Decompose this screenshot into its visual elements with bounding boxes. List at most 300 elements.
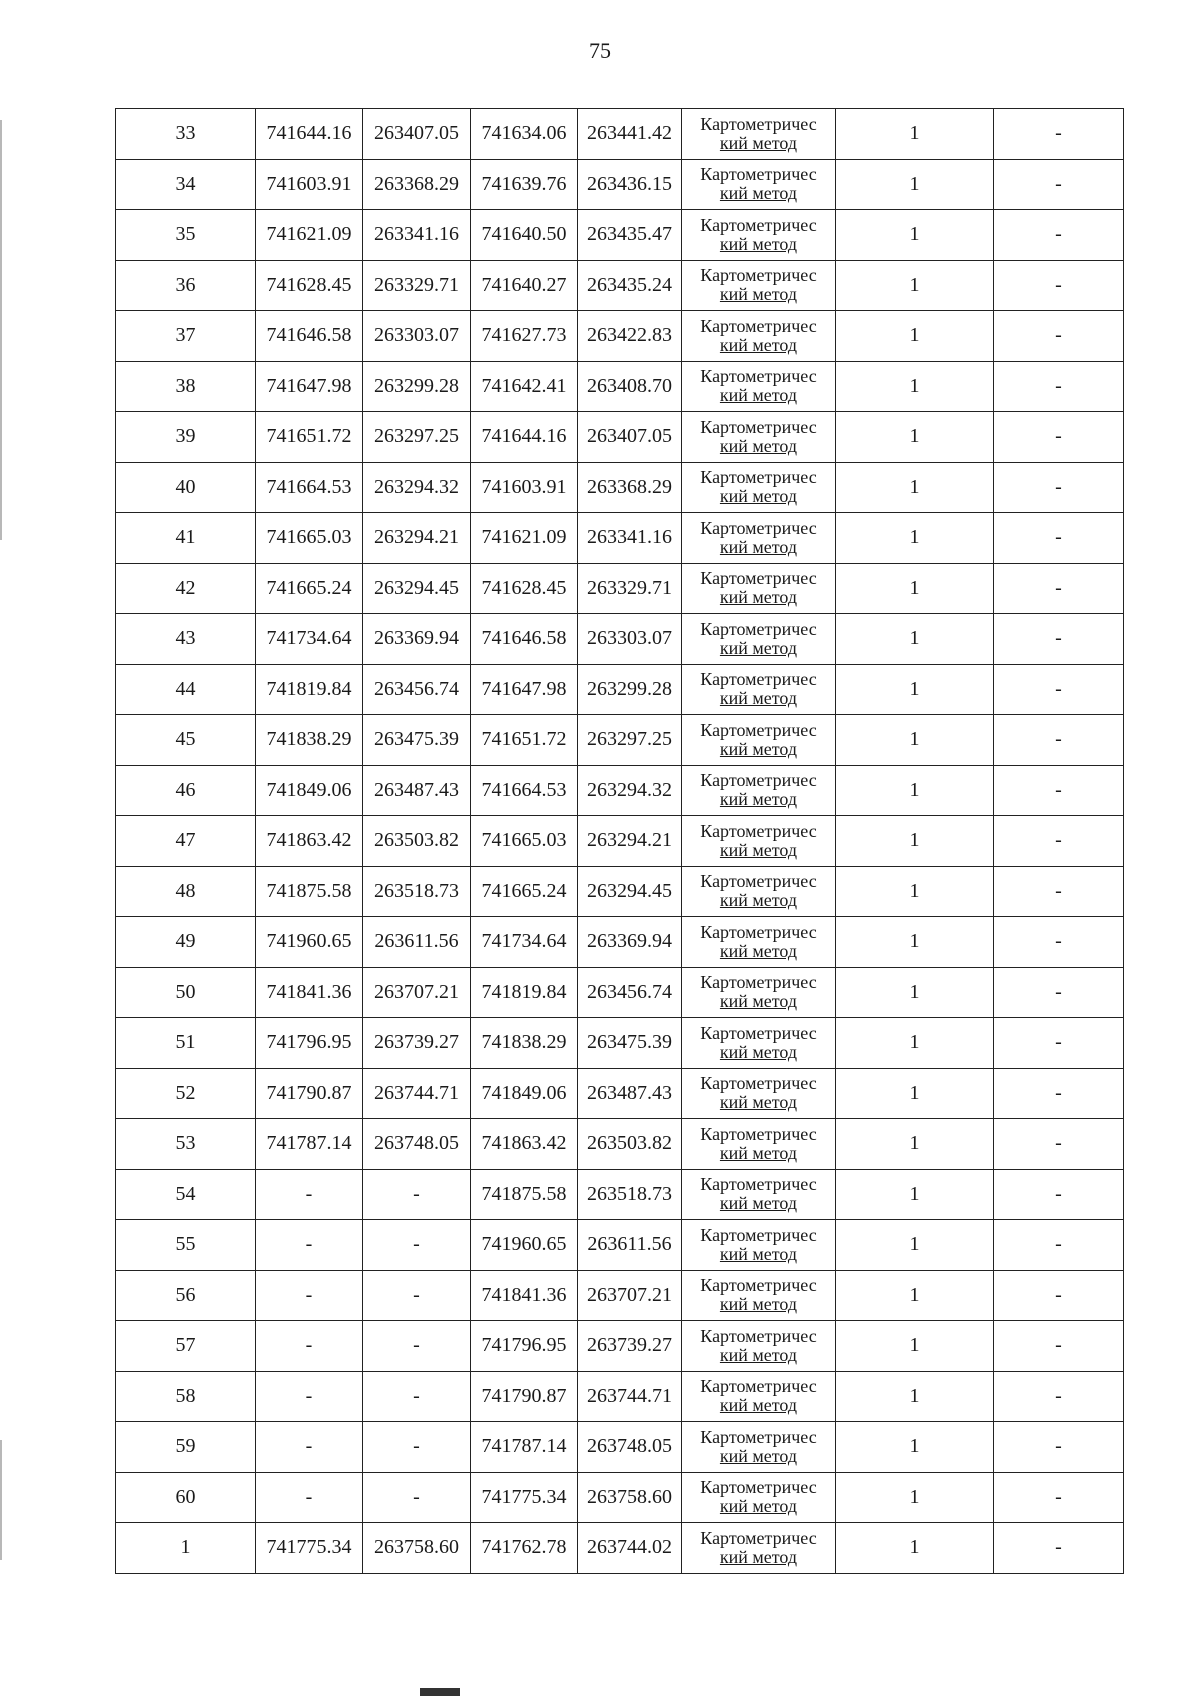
description-cell: - [994, 462, 1124, 513]
method-cell [682, 765, 836, 816]
description-cell: - [994, 967, 1124, 1018]
method-cell [682, 260, 836, 311]
point-number-cell: 1 [116, 1523, 256, 1574]
method-line-2: кий метод [719, 1193, 798, 1214]
method-cell [682, 1321, 836, 1372]
y-start-cell: 263758.60 [363, 1523, 471, 1574]
table-row [116, 109, 1124, 160]
accuracy-cell: 1 [836, 1472, 994, 1523]
x-end-cell: 741651.72 [471, 715, 578, 766]
method-line-1: Картометричес [700, 315, 817, 336]
method-cell [682, 1371, 836, 1422]
table-row [116, 1270, 1124, 1321]
method-line-2: кий метод [719, 284, 798, 305]
method-line-1: Картометричес [700, 1174, 817, 1195]
x-end-cell: 741863.42 [471, 1119, 578, 1170]
point-number-cell: 58 [116, 1371, 256, 1422]
x-end-cell: 741644.16 [471, 412, 578, 463]
description-cell: - [994, 866, 1124, 917]
description-cell: - [994, 210, 1124, 261]
method-line-1: Картометричес [700, 568, 817, 589]
x-start-cell: 741603.91 [256, 159, 363, 210]
table-row [116, 614, 1124, 665]
x-end-cell: 741646.58 [471, 614, 578, 665]
description-cell: - [994, 159, 1124, 210]
x-start-cell: 741734.64 [256, 614, 363, 665]
method-line-2: кий метод [719, 839, 798, 860]
x-end-cell: 741796.95 [471, 1321, 578, 1372]
y-start-cell: 263475.39 [363, 715, 471, 766]
y-end-cell: 263441.42 [578, 109, 682, 160]
description-cell: - [994, 1220, 1124, 1271]
x-start-cell: 741651.72 [256, 412, 363, 463]
y-end-cell: 263503.82 [578, 1119, 682, 1170]
description-cell: - [994, 816, 1124, 867]
x-start-cell: 741644.16 [256, 109, 363, 160]
method-line-2: кий метод [719, 132, 798, 153]
table-row [116, 159, 1124, 210]
y-start-cell: 263368.29 [363, 159, 471, 210]
y-end-cell: 263611.56 [578, 1220, 682, 1271]
y-end-cell: 263744.71 [578, 1371, 682, 1422]
method-cell [682, 1270, 836, 1321]
accuracy-cell: 1 [836, 1371, 994, 1422]
table-row [116, 1018, 1124, 1069]
x-start-cell: 741838.29 [256, 715, 363, 766]
y-start-cell: 263294.45 [363, 563, 471, 614]
accuracy-cell: 1 [836, 412, 994, 463]
x-end-cell: 741642.41 [471, 361, 578, 412]
method-cell [682, 866, 836, 917]
method-cell [682, 412, 836, 463]
x-end-cell: 741775.34 [471, 1472, 578, 1523]
accuracy-cell: 1 [836, 1220, 994, 1271]
description-cell: - [994, 1270, 1124, 1321]
x-end-cell: 741960.65 [471, 1220, 578, 1271]
x-start-cell: 741960.65 [256, 917, 363, 968]
accuracy-cell: 1 [836, 109, 994, 160]
table-row [116, 1321, 1124, 1372]
y-end-cell: 263294.32 [578, 765, 682, 816]
method-cell [682, 1422, 836, 1473]
method-cell [682, 210, 836, 261]
accuracy-cell: 1 [836, 1169, 994, 1220]
x-start-cell: 741646.58 [256, 311, 363, 362]
y-end-cell: 263435.47 [578, 210, 682, 261]
x-start-cell: - [256, 1270, 363, 1321]
method-line-2: кий метод [719, 789, 798, 810]
point-number-cell: 36 [116, 260, 256, 311]
description-cell: - [994, 1018, 1124, 1069]
method-line-1: Картометричес [700, 1073, 817, 1094]
y-end-cell: 263487.43 [578, 1068, 682, 1119]
description-cell: - [994, 513, 1124, 564]
y-end-cell: 263297.25 [578, 715, 682, 766]
table-row [116, 311, 1124, 362]
accuracy-cell: 1 [836, 1270, 994, 1321]
description-cell: - [994, 664, 1124, 715]
y-end-cell: 263435.24 [578, 260, 682, 311]
y-start-cell: 263611.56 [363, 917, 471, 968]
method-line-1: Картометричес [700, 921, 817, 942]
accuracy-cell: 1 [836, 1321, 994, 1372]
accuracy-cell: 1 [836, 1422, 994, 1473]
method-line-1: Картометричес [700, 719, 817, 740]
point-number-cell: 46 [116, 765, 256, 816]
x-start-cell: - [256, 1169, 363, 1220]
table-row [116, 210, 1124, 261]
accuracy-cell: 1 [836, 462, 994, 513]
point-number-cell: 60 [116, 1472, 256, 1523]
method-line-1: Картометричес [700, 1325, 817, 1346]
x-start-cell: 741775.34 [256, 1523, 363, 1574]
coordinates-table [115, 108, 1124, 1574]
y-end-cell: 263744.02 [578, 1523, 682, 1574]
method-line-1: Картометричес [700, 416, 817, 437]
point-number-cell: 54 [116, 1169, 256, 1220]
y-end-cell: 263436.15 [578, 159, 682, 210]
point-number-cell: 56 [116, 1270, 256, 1321]
method-cell [682, 1119, 836, 1170]
y-end-cell: 263407.05 [578, 412, 682, 463]
table-row [116, 765, 1124, 816]
point-number-cell: 48 [116, 866, 256, 917]
y-start-cell: 263707.21 [363, 967, 471, 1018]
description-cell: - [994, 765, 1124, 816]
point-number-cell: 47 [116, 816, 256, 867]
y-start-cell: 263303.07 [363, 311, 471, 362]
x-start-cell: 741875.58 [256, 866, 363, 917]
y-end-cell: 263758.60 [578, 1472, 682, 1523]
table-row [116, 462, 1124, 513]
accuracy-cell: 1 [836, 917, 994, 968]
x-start-cell: - [256, 1371, 363, 1422]
point-number-cell: 33 [116, 109, 256, 160]
method-cell [682, 462, 836, 513]
table-row [116, 1472, 1124, 1523]
method-line-2: кий метод [719, 435, 798, 456]
x-start-cell: 741665.03 [256, 513, 363, 564]
y-end-cell: 263408.70 [578, 361, 682, 412]
point-number-cell: 44 [116, 664, 256, 715]
accuracy-cell: 1 [836, 1119, 994, 1170]
method-line-2: кий метод [719, 1142, 798, 1163]
y-start-cell: 263744.71 [363, 1068, 471, 1119]
y-start-cell: 263297.25 [363, 412, 471, 463]
table-row [116, 1220, 1124, 1271]
method-cell [682, 109, 836, 160]
x-end-cell: 741849.06 [471, 1068, 578, 1119]
method-cell [682, 1018, 836, 1069]
point-number-cell: 37 [116, 311, 256, 362]
point-number-cell: 57 [116, 1321, 256, 1372]
method-line-1: Картометричес [700, 1275, 817, 1296]
y-end-cell: 263294.45 [578, 866, 682, 917]
method-line-2: кий метод [719, 688, 798, 709]
table-row [116, 563, 1124, 614]
method-cell [682, 715, 836, 766]
table-row [116, 1068, 1124, 1119]
method-line-1: Картометричес [700, 113, 817, 134]
method-line-1: Картометричес [700, 265, 817, 286]
x-start-cell: 741796.95 [256, 1018, 363, 1069]
x-end-cell: 741603.91 [471, 462, 578, 513]
table-row [116, 412, 1124, 463]
method-line-1: Картометричес [700, 467, 817, 488]
point-number-cell: 41 [116, 513, 256, 564]
x-end-cell: 741665.24 [471, 866, 578, 917]
y-end-cell: 263456.74 [578, 967, 682, 1018]
method-line-2: кий метод [719, 587, 798, 608]
y-end-cell: 263422.83 [578, 311, 682, 362]
method-line-1: Картометричес [700, 1022, 817, 1043]
method-line-2: кий метод [719, 890, 798, 911]
y-end-cell: 263748.05 [578, 1422, 682, 1473]
description-cell: - [994, 412, 1124, 463]
description-cell: - [994, 311, 1124, 362]
y-start-cell: - [363, 1169, 471, 1220]
method-line-2: кий метод [719, 233, 798, 254]
method-cell [682, 361, 836, 412]
method-line-2: кий метод [719, 1041, 798, 1062]
x-start-cell: 741819.84 [256, 664, 363, 715]
y-end-cell: 263707.21 [578, 1270, 682, 1321]
accuracy-cell: 1 [836, 1018, 994, 1069]
x-end-cell: 741664.53 [471, 765, 578, 816]
y-start-cell: - [363, 1270, 471, 1321]
x-end-cell: 741640.27 [471, 260, 578, 311]
method-cell [682, 563, 836, 614]
table-body [116, 109, 1124, 1574]
description-cell: - [994, 715, 1124, 766]
method-line-1: Картометричес [700, 164, 817, 185]
scan-edge-line [0, 120, 2, 540]
y-start-cell: - [363, 1371, 471, 1422]
method-cell [682, 816, 836, 867]
accuracy-cell: 1 [836, 361, 994, 412]
method-line-1: Картометричес [700, 1426, 817, 1447]
table-row [116, 513, 1124, 564]
x-end-cell: 741734.64 [471, 917, 578, 968]
y-start-cell: - [363, 1321, 471, 1372]
table-row [116, 866, 1124, 917]
description-cell: - [994, 260, 1124, 311]
table-row [116, 1119, 1124, 1170]
method-line-1: Картометричес [700, 669, 817, 690]
y-start-cell: 263456.74 [363, 664, 471, 715]
description-cell: - [994, 361, 1124, 412]
method-cell [682, 1169, 836, 1220]
method-cell [682, 614, 836, 665]
method-line-2: кий метод [719, 940, 798, 961]
y-start-cell: 263407.05 [363, 109, 471, 160]
x-start-cell: 741621.09 [256, 210, 363, 261]
point-number-cell: 39 [116, 412, 256, 463]
y-end-cell: 263299.28 [578, 664, 682, 715]
y-start-cell: - [363, 1220, 471, 1271]
table-row [116, 967, 1124, 1018]
table-row [116, 1169, 1124, 1220]
y-end-cell: 263294.21 [578, 816, 682, 867]
method-line-2: кий метод [719, 1546, 798, 1567]
accuracy-cell: 1 [836, 614, 994, 665]
x-end-cell: 741621.09 [471, 513, 578, 564]
accuracy-cell: 1 [836, 1523, 994, 1574]
scan-bottom-mark [420, 1688, 460, 1696]
accuracy-cell: 1 [836, 513, 994, 564]
method-line-1: Картометричес [700, 770, 817, 791]
point-number-cell: 51 [116, 1018, 256, 1069]
method-line-2: кий метод [719, 183, 798, 204]
y-end-cell: 263369.94 [578, 917, 682, 968]
x-end-cell: 741762.78 [471, 1523, 578, 1574]
x-start-cell: 741664.53 [256, 462, 363, 513]
method-cell [682, 1472, 836, 1523]
x-start-cell: - [256, 1321, 363, 1372]
description-cell: - [994, 1472, 1124, 1523]
method-line-1: Картометричес [700, 214, 817, 235]
method-line-2: кий метод [719, 991, 798, 1012]
page-number: 75 [589, 38, 611, 63]
y-start-cell: 263518.73 [363, 866, 471, 917]
x-end-cell: 741787.14 [471, 1422, 578, 1473]
method-line-2: кий метод [719, 1294, 798, 1315]
table-row [116, 361, 1124, 412]
x-start-cell: 741790.87 [256, 1068, 363, 1119]
x-end-cell: 741841.36 [471, 1270, 578, 1321]
accuracy-cell: 1 [836, 967, 994, 1018]
point-number-cell: 53 [116, 1119, 256, 1170]
point-number-cell: 50 [116, 967, 256, 1018]
accuracy-cell: 1 [836, 260, 994, 311]
table-row [116, 816, 1124, 867]
method-line-2: кий метод [719, 536, 798, 557]
method-cell [682, 1523, 836, 1574]
x-end-cell: 741665.03 [471, 816, 578, 867]
x-start-cell: - [256, 1422, 363, 1473]
method-line-1: Картометричес [700, 871, 817, 892]
description-cell: - [994, 1068, 1124, 1119]
point-number-cell: 52 [116, 1068, 256, 1119]
accuracy-cell: 1 [836, 664, 994, 715]
accuracy-cell: 1 [836, 1068, 994, 1119]
x-start-cell: 741849.06 [256, 765, 363, 816]
y-end-cell: 263341.16 [578, 513, 682, 564]
method-line-1: Картометричес [700, 820, 817, 841]
method-line-1: Картометричес [700, 1376, 817, 1397]
x-end-cell: 741627.73 [471, 311, 578, 362]
method-line-2: кий метод [719, 334, 798, 355]
method-line-2: кий метод [719, 1344, 798, 1365]
method-line-1: Картометричес [700, 1527, 817, 1548]
accuracy-cell: 1 [836, 159, 994, 210]
method-cell [682, 513, 836, 564]
table-row [116, 260, 1124, 311]
method-line-1: Картометричес [700, 1123, 817, 1144]
accuracy-cell: 1 [836, 563, 994, 614]
method-line-2: кий метод [719, 385, 798, 406]
description-cell: - [994, 109, 1124, 160]
table-row [116, 1422, 1124, 1473]
x-start-cell: - [256, 1472, 363, 1523]
scan-edge-line [0, 1440, 2, 1560]
method-line-1: Картометричес [700, 972, 817, 993]
y-end-cell: 263368.29 [578, 462, 682, 513]
y-start-cell: - [363, 1472, 471, 1523]
description-cell: - [994, 1169, 1124, 1220]
y-start-cell: 263739.27 [363, 1018, 471, 1069]
method-line-1: Картометричес [700, 366, 817, 387]
point-number-cell: 40 [116, 462, 256, 513]
x-end-cell: 741875.58 [471, 1169, 578, 1220]
x-start-cell: 741665.24 [256, 563, 363, 614]
x-start-cell: 741863.42 [256, 816, 363, 867]
y-start-cell: 263369.94 [363, 614, 471, 665]
method-line-2: кий метод [719, 1092, 798, 1113]
table-row [116, 1523, 1124, 1574]
method-line-1: Картометричес [700, 1224, 817, 1245]
x-end-cell: 741790.87 [471, 1371, 578, 1422]
x-end-cell: 741628.45 [471, 563, 578, 614]
method-cell [682, 1068, 836, 1119]
point-number-cell: 59 [116, 1422, 256, 1473]
table-row [116, 664, 1124, 715]
method-line-2: кий метод [719, 1395, 798, 1416]
point-number-cell: 35 [116, 210, 256, 261]
method-cell [682, 917, 836, 968]
y-end-cell: 263739.27 [578, 1321, 682, 1372]
description-cell: - [994, 614, 1124, 665]
point-number-cell: 49 [116, 917, 256, 968]
method-line-1: Картометричес [700, 517, 817, 538]
x-end-cell: 741838.29 [471, 1018, 578, 1069]
description-cell: - [994, 917, 1124, 968]
y-start-cell: 263294.21 [363, 513, 471, 564]
description-cell: - [994, 1119, 1124, 1170]
y-start-cell: 263341.16 [363, 210, 471, 261]
x-end-cell: 741819.84 [471, 967, 578, 1018]
x-end-cell: 741647.98 [471, 664, 578, 715]
point-number-cell: 45 [116, 715, 256, 766]
description-cell: - [994, 1371, 1124, 1422]
x-end-cell: 741640.50 [471, 210, 578, 261]
y-start-cell: 263503.82 [363, 816, 471, 867]
accuracy-cell: 1 [836, 311, 994, 362]
point-number-cell: 55 [116, 1220, 256, 1271]
method-cell [682, 159, 836, 210]
x-start-cell: 741787.14 [256, 1119, 363, 1170]
method-line-1: Картометричес [700, 618, 817, 639]
table-row [116, 715, 1124, 766]
method-line-2: кий метод [719, 1243, 798, 1264]
table-row [116, 1371, 1124, 1422]
point-number-cell: 43 [116, 614, 256, 665]
accuracy-cell: 1 [836, 210, 994, 261]
y-end-cell: 263518.73 [578, 1169, 682, 1220]
accuracy-cell: 1 [836, 715, 994, 766]
accuracy-cell: 1 [836, 765, 994, 816]
method-cell [682, 664, 836, 715]
x-start-cell: 741628.45 [256, 260, 363, 311]
x-start-cell: - [256, 1220, 363, 1271]
method-line-2: кий метод [719, 1445, 798, 1466]
y-start-cell: - [363, 1422, 471, 1473]
method-line-2: кий метод [719, 637, 798, 658]
x-start-cell: 741841.36 [256, 967, 363, 1018]
y-end-cell: 263303.07 [578, 614, 682, 665]
table-row [116, 917, 1124, 968]
y-end-cell: 263475.39 [578, 1018, 682, 1069]
